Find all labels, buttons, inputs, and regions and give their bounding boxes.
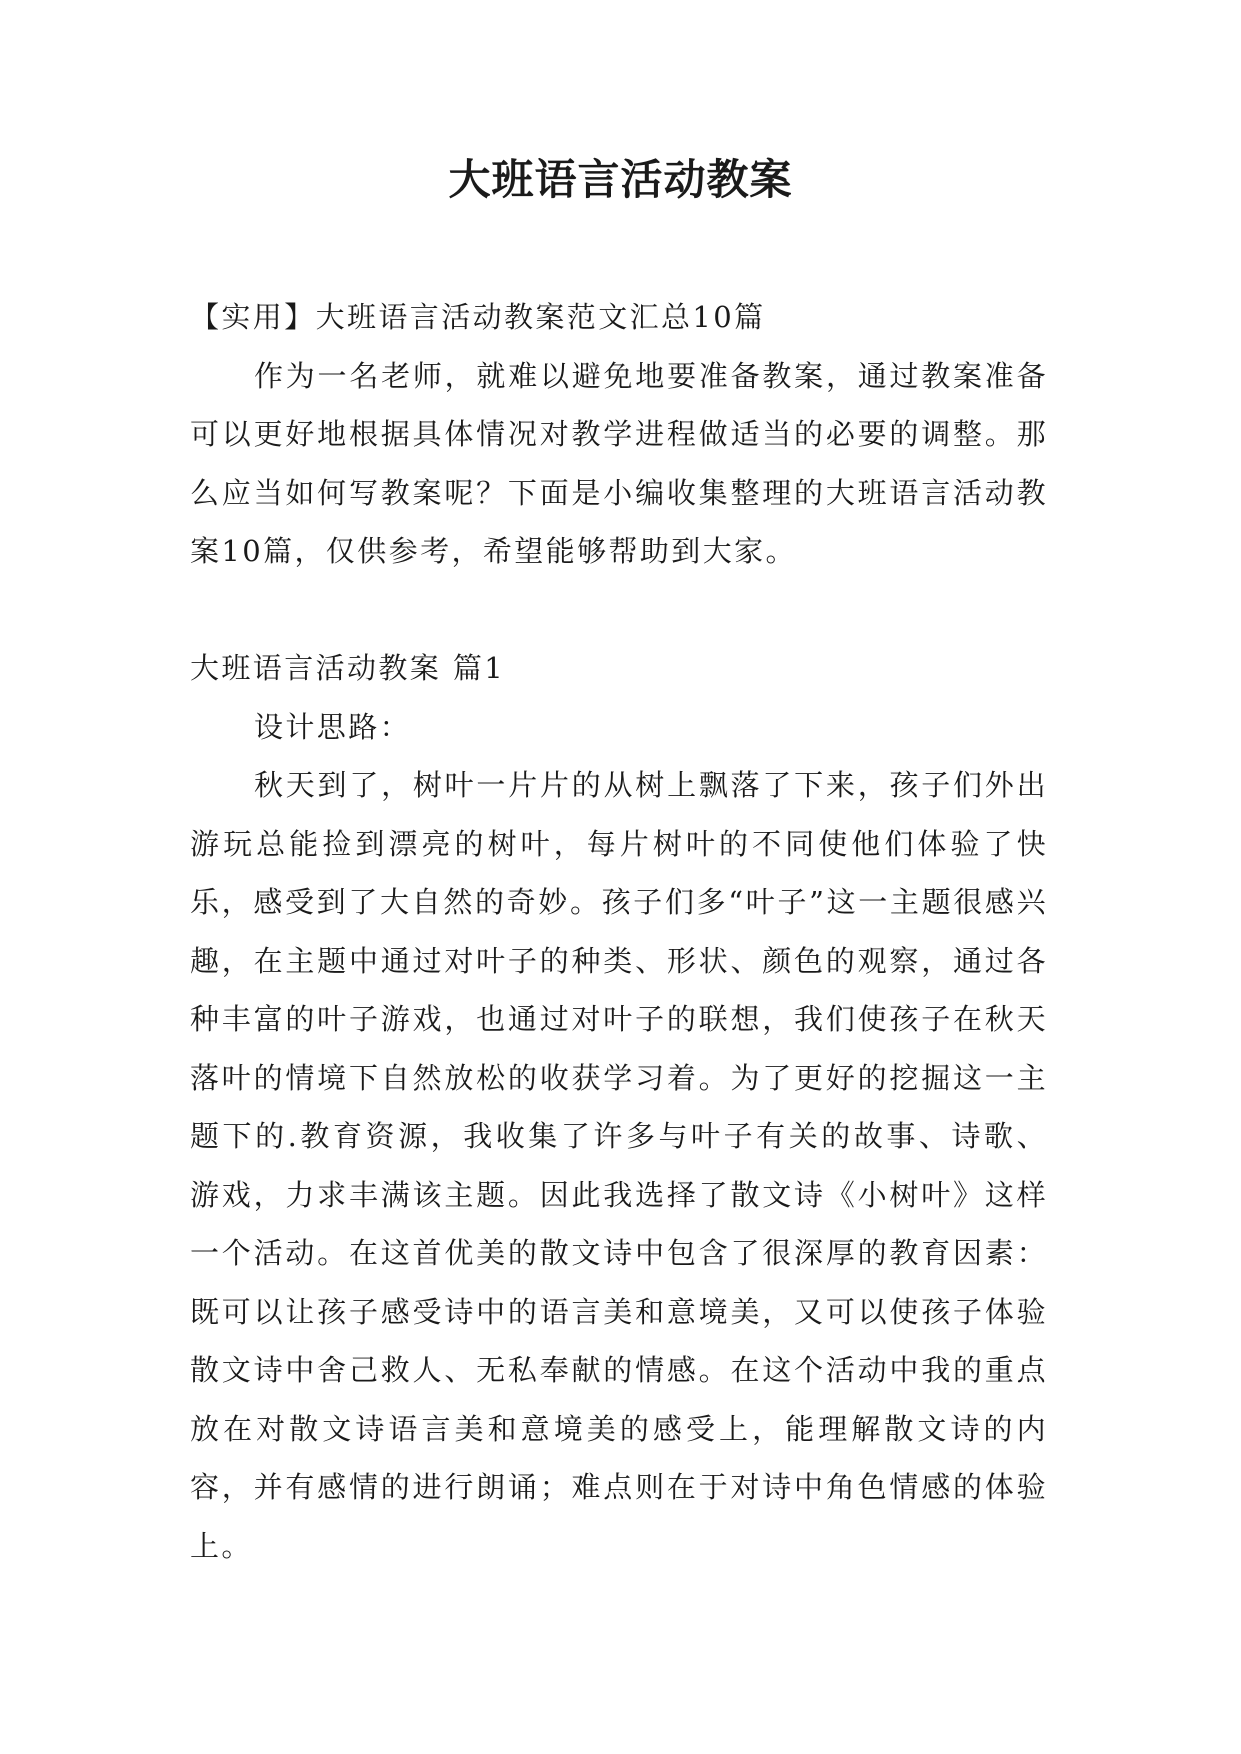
paragraph-gap: [190, 581, 1048, 640]
document-subtitle: 【实用】大班语言活动教案范文汇总10篇: [190, 300, 766, 334]
document-title: 大班语言活动教案: [448, 155, 793, 204]
section-heading: 大班语言活动教案 篇1: [190, 651, 506, 685]
intro-paragraph: 作为一名老师，就难以避免地要准备教案，通过教案准备可以更好地根据具体情况对教学进程做适当的必要的调整。那么应当如何写教案呢？下面是小编收集整理的大班语言活动教案10篇，仅供参考，希望能够帮助到大家。: [190, 358, 1048, 568]
design-label: 设计思路：: [254, 709, 412, 744]
design-paragraph: 秋天到了，树叶一片片的从树上飘落了下来，孩子们外出游玩总能捡到漂亮的树叶，每片树叶的不同使他们体验了快乐，感受到了大自然的奇妙。孩子们多“叶子”这一主题很感兴趣，在主题中通过对叶子的种类、形状、颜色的观察，通过各种丰富的叶子游戏，也通过对叶子的联想，我们使孩子在秋天落叶的情境下自然放松的收获学习着。为了更好的挖掘这一主题下的.教育资源，我收集了许多与叶子有关的故事、诗歌、游戏，力求丰满该主题。因此我选择了散文诗《小树叶》这样一个活动。在这首优美的散文诗中包含了很深厚的教育因素：既可以让孩子感受诗中的语言美和意境美，又可以使孩子体验散文诗中舍己救人、无私奉献的情感。在这个活动中我的重点放在对散文诗语言美和意境美的感受上，能理解散文诗的内容，并有感情的进行朗诵；难点则在于对诗中角色情感的体验上。: [190, 768, 1048, 1563]
document-body: [190, 288, 1048, 1575]
